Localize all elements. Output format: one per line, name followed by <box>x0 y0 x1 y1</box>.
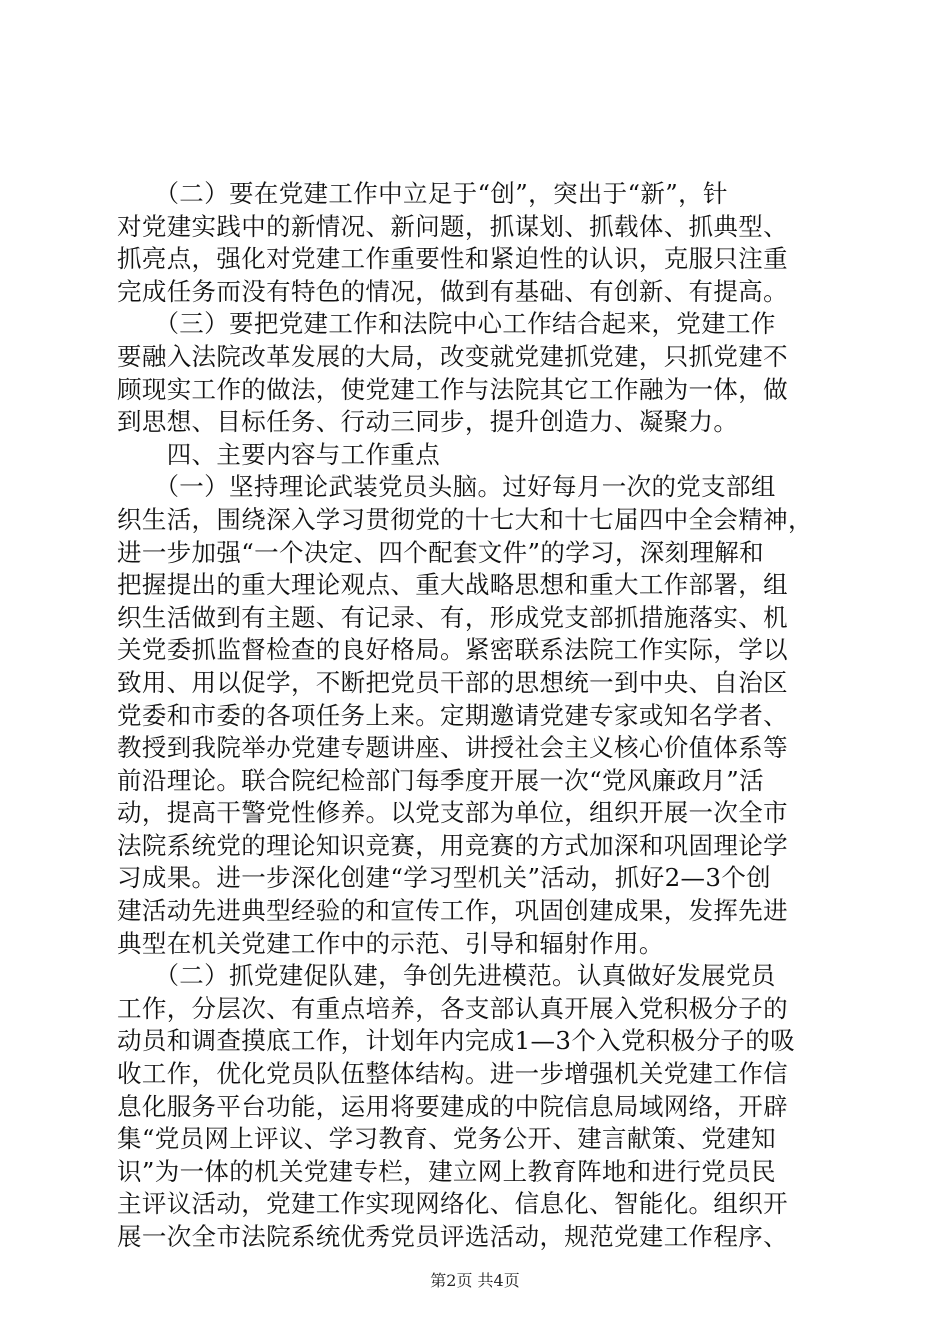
text-line: 对党建实践中的新情况、新问题，抓谋划、抓载体、抓典型、 <box>117 211 788 241</box>
text-line: 致用、用以促学，不断把党员干部的思想统一到中央、自治区 <box>117 667 788 697</box>
text-line: 完成任务而没有特色的情况，做到有基础、有创新、有提高。 <box>117 276 788 306</box>
text-line: 息化服务平台功能，运用将要建成的中院信息局域网络，开辟 <box>117 1091 788 1121</box>
text-line: 织生活做到有主题、有记录、有，形成党支部抓措施落实、机 <box>117 602 788 632</box>
text-line: 典型在机关党建工作中的示范、引导和辐射作用。 <box>117 928 664 958</box>
text-line: 建活动先进典型经验的和宣传工作，巩固创建成果，发挥先进 <box>117 896 788 926</box>
text-line: 要融入法院改革发展的大局，改变就党建抓党建，只抓党建不 <box>117 341 788 371</box>
text-line: 顾现实工作的做法，使党建工作与法院其它工作融为一体，做 <box>117 374 788 404</box>
text-line: 法院系统党的理论知识竞赛，用竞赛的方式加深和巩固理论学 <box>117 830 788 860</box>
text-line: 抓亮点，强化对党建工作重要性和紧迫性的认识，克服只注重 <box>117 244 788 274</box>
text-line: 工作，分层次、有重点培养，各支部认真开展入党积极分子的 <box>117 993 788 1023</box>
text-line: 把握提出的重大理论观点、重大战略思想和重大工作部署，组 <box>117 570 788 600</box>
text-line: 教授到我院举办党建专题讲座、讲授社会主义核心价值体系等 <box>117 733 788 763</box>
text-line: 前沿理论。联合院纪检部门每季度开展一次“党风廉政月”活 <box>117 765 764 795</box>
text-line: 进一步加强“一个决定、四个配套文件”的学习，深刻理解和 <box>117 537 764 567</box>
document-body <box>117 178 837 1254</box>
text-line: 四、主要内容与工作重点 <box>117 439 441 469</box>
text-line: 党委和市委的各项任务上来。定期邀请党建专家或知名学者、 <box>117 700 788 730</box>
text-line: 展一次全市法院系统优秀党员评选活动，规范党建工作程序、 <box>117 1222 788 1251</box>
text-line: 动员和调查摸底工作，计划年内完成1—3个入党积极分子的吸 <box>117 1026 795 1056</box>
text-line: 习成果。进一步深化创建“学习型机关”活动，抓好2—3个创 <box>117 863 772 893</box>
page-footer: 第2页 共4页 <box>430 1271 520 1290</box>
text-line: （三）要把党建工作和法院中心工作结合起来，党建工作 <box>117 309 776 339</box>
text-line: 织生活，围绕深入学习贯彻党的十七大和十七届四中全会精神， <box>117 504 813 534</box>
text-line: 到思想、目标任务、行动三同步，提升创造力、凝聚力。 <box>117 407 739 437</box>
text-line: 集“党员网上评议、学习教育、党务公开、建言献策、党建知 <box>117 1124 776 1154</box>
text-line: 主评议活动，党建工作实现网络化、信息化、智能化。组织开 <box>117 1189 788 1219</box>
text-line: （二）要在党建工作中立足于“创”，突出于“新”，针 <box>117 179 728 208</box>
text-line: 关党委抓监督检查的良好格局。紧密联系法院工作实际，学以 <box>117 635 788 665</box>
text-line: 收工作，优化党员队伍整体结构。进一步增强机关党建工作信 <box>117 1059 788 1089</box>
text-line: 识”为一体的机关党建专栏，建立网上教育阵地和进行党员民 <box>117 1156 776 1186</box>
text-line: 动，提高干警党性修养。以党支部为单位，组织开展一次全市 <box>117 798 788 828</box>
text-line: （二）抓党建促队建，争创先进模范。认真做好发展党员 <box>117 961 776 991</box>
text-line: （一）坚持理论武装党员头脑。过好每月一次的党支部组 <box>117 472 776 502</box>
